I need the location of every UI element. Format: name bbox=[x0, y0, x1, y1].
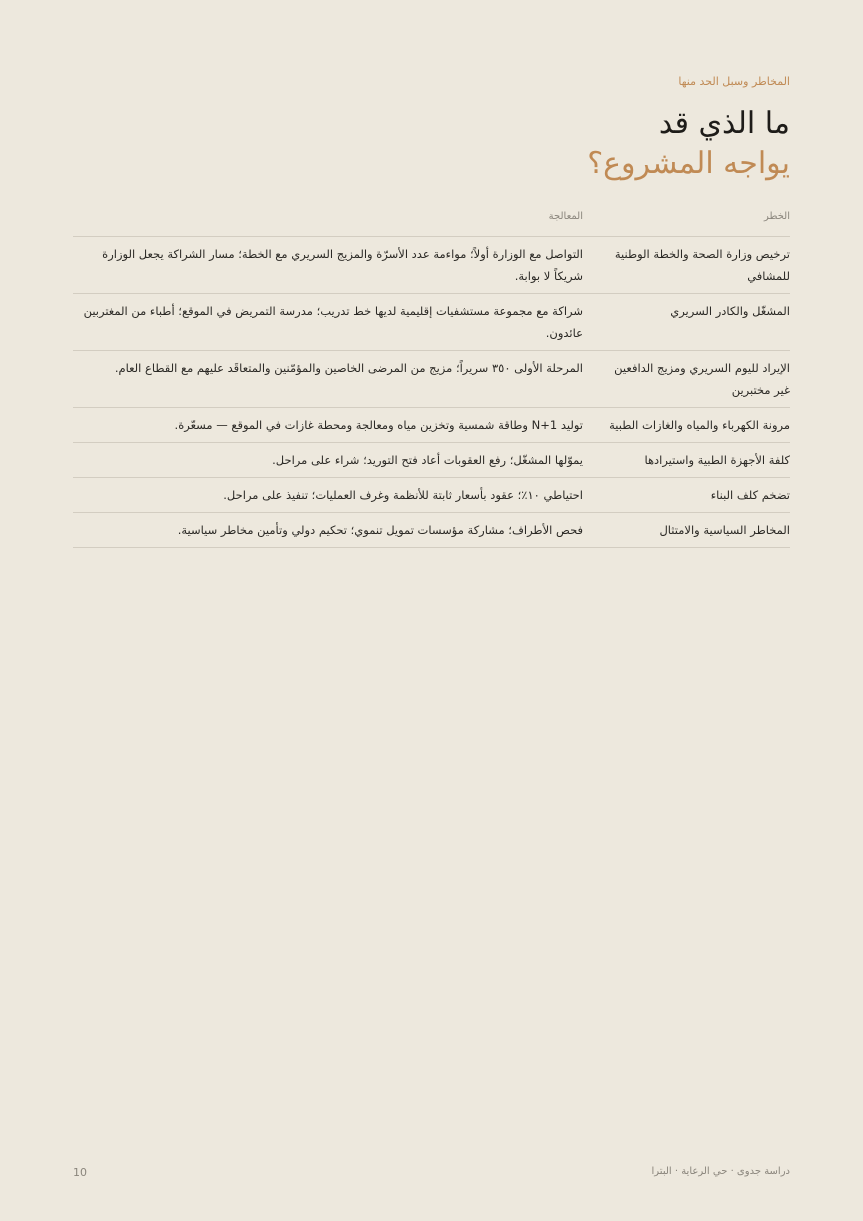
page-title-line2: يواجه المشروع؟ bbox=[587, 146, 790, 181]
mitigation-cell: المرحلة الأولى ٣٥٠ سريراً؛ مزيج من المرضى الخاصين والمؤمّنين والمتعاقَد عليهم مع القطاع العام. bbox=[73, 351, 583, 408]
table-row bbox=[73, 513, 790, 548]
table-row bbox=[73, 351, 790, 408]
mitigation-cell: شراكة مع مجموعة مستشفيات إقليمية لديها خط تدريب؛ مدرسة التمريض في الموقع؛ أطباء من المغتربين عائدون. bbox=[73, 294, 583, 351]
table-row bbox=[73, 443, 790, 478]
table-row bbox=[73, 237, 790, 294]
risk-cell: تضخم كلف البناء bbox=[583, 478, 790, 513]
risk-cell: المخاطر السياسية والامتثال bbox=[583, 513, 790, 548]
risk-cell: ترخيص وزارة الصحة والخطة الوطنية للمشافي bbox=[583, 237, 790, 294]
page-title-line1: ما الذي قد bbox=[658, 106, 790, 141]
page-number: 10 bbox=[73, 1166, 87, 1179]
table-header-row bbox=[73, 203, 790, 237]
risk-cell: المشغّل والكادر السريري bbox=[583, 294, 790, 351]
section-eyebrow: المخاطر وسبل الحد منها bbox=[678, 75, 790, 88]
risk-cell: كلفة الأجهزة الطبية واستيرادها bbox=[583, 443, 790, 478]
document-page bbox=[73, 0, 790, 1221]
table-row bbox=[73, 408, 790, 443]
mitigation-cell: يموّلها المشغّل؛ رفع العقوبات أعاد فتح التوريد؛ شراء على مراحل. bbox=[73, 443, 583, 478]
footer-document-name: دراسة جدوى · حي الرعاية · البترا bbox=[651, 1166, 790, 1177]
page-title bbox=[587, 104, 790, 184]
table-row bbox=[73, 294, 790, 351]
mitigation-cell: فحص الأطراف؛ مشاركة مؤسسات تمويل تنموي؛ تحكيم دولي وتأمين مخاطر سياسية. bbox=[73, 513, 583, 548]
mitigation-cell: التواصل مع الوزارة أولاً؛ مواءمة عدد الأسرّة والمزيج السريري مع الخطة؛ مسار الشراكة يجعل الوزارة شريكاً لا بوابة. bbox=[73, 237, 583, 294]
table-row bbox=[73, 478, 790, 513]
risk-cell: الإيراد لليوم السريري ومزيج الدافعين غير مختبرين bbox=[583, 351, 790, 408]
mitigation-cell: توليد N+1 وطاقة شمسية وتخزين مياه ومعالجة ومحطة غازات في الموقع — مسعّرة. bbox=[73, 408, 583, 443]
column-header-risk: الخطر bbox=[583, 203, 790, 237]
risk-cell: مرونة الكهرباء والمياه والغازات الطبية bbox=[583, 408, 790, 443]
column-header-mitigation: المعالجة bbox=[73, 203, 583, 237]
risk-table bbox=[73, 203, 790, 548]
mitigation-cell: احتياطي ١٠٪؛ عقود بأسعار ثابتة للأنظمة وغرف العمليات؛ تنفيذ على مراحل. bbox=[73, 478, 583, 513]
